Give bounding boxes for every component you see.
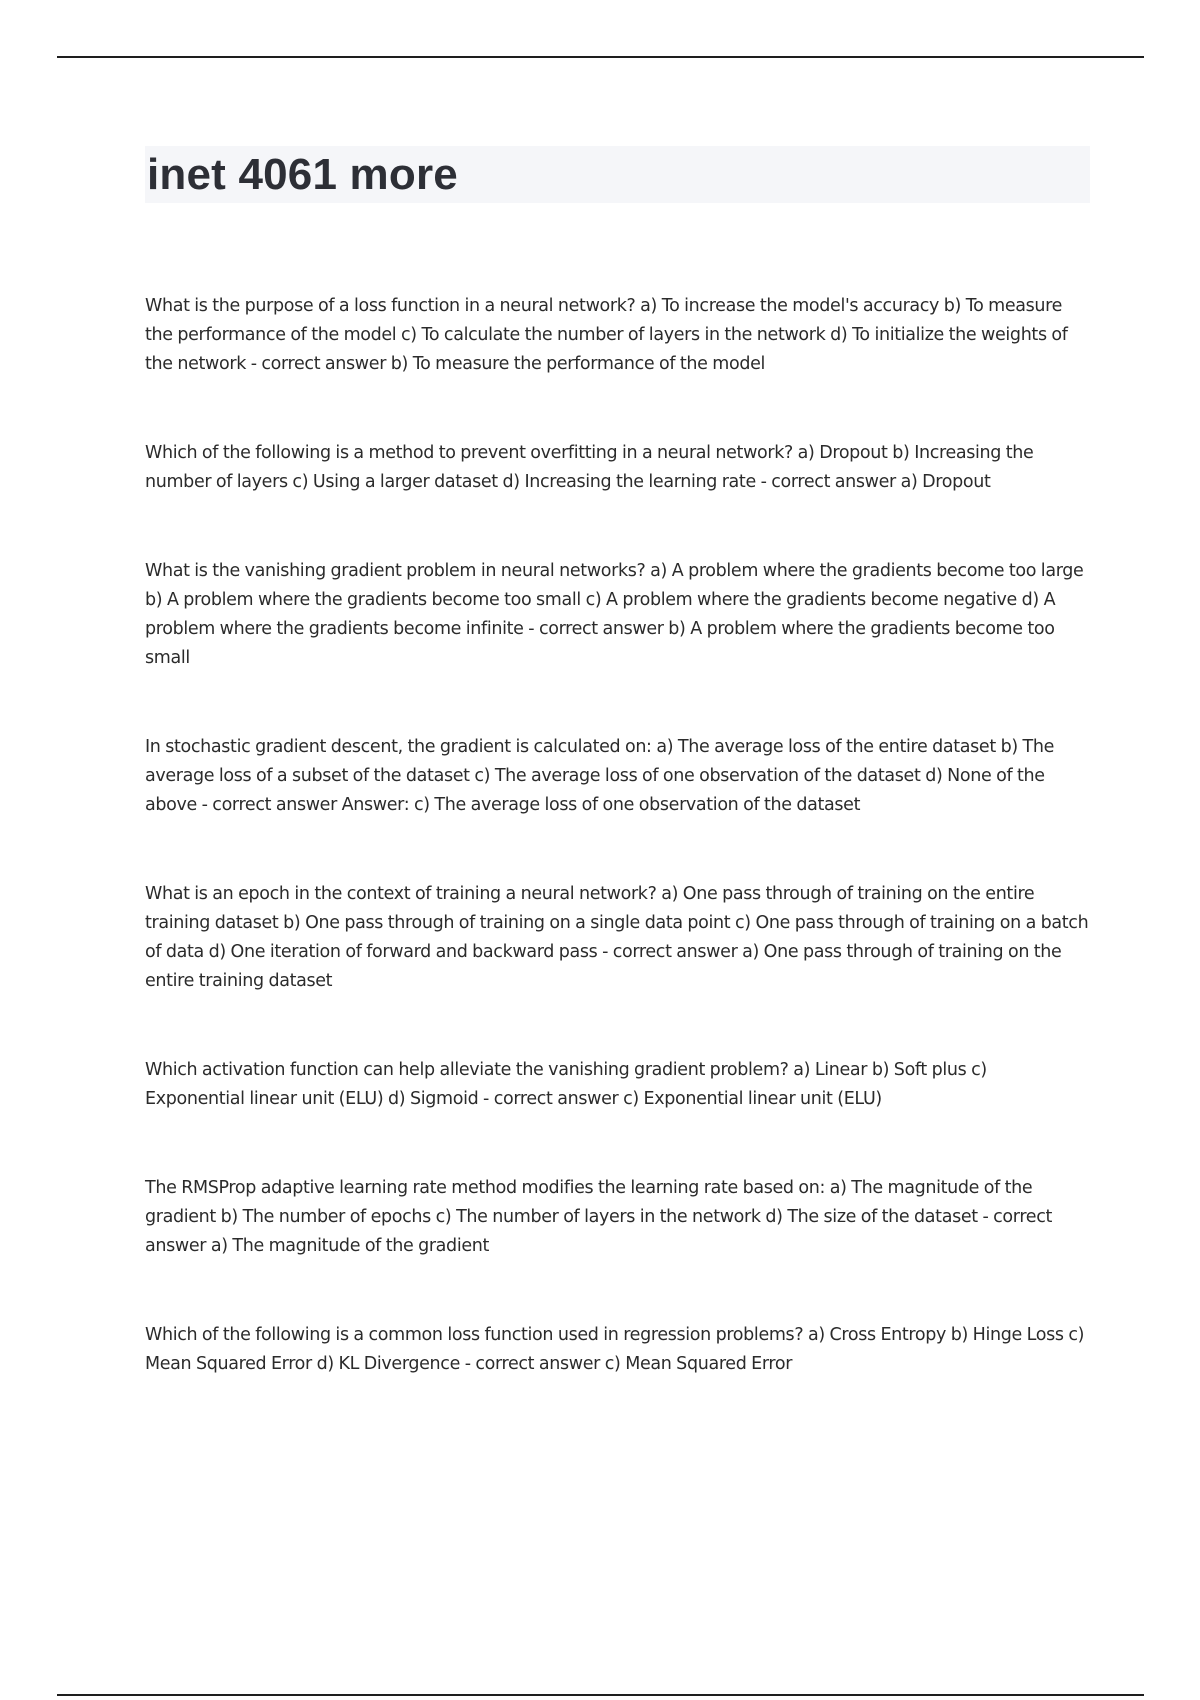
qa-item-4: In stochastic gradient descent, the gradient is calculated on: a) The average loss of the entire dataset b) The average loss of a subset of the dataset c) The average loss of one observation of the dataset d) None of the above - correct answer Answer: c) The average loss of one observation of the dataset — [145, 737, 1055, 815]
qa-item-6: Which activation function can help alleviate the vanishing gradient problem? a) Linear b) Soft plus c) Exponential linear unit (ELU) d) Sigmoid - correct answer c) Exponential linear unit (ELU) — [145, 1060, 987, 1109]
bottom-divider — [57, 1694, 1144, 1696]
title-band — [145, 146, 1090, 203]
qa-item-3: What is the vanishing gradient problem in neural networks? a) A problem where the gradients become too large b) A problem where the gradients become too small c) A problem where the gradients become negative d) A problem where the gradients become infinite - correct answer b) A problem where the gradients become too small — [145, 561, 1084, 668]
qa-list — [145, 292, 1090, 1439]
qa-item-2: Which of the following is a method to prevent overfitting in a neural network? a) Dropout b) Increasing the number of layers c) Using a larger dataset d) Increasing the learning rate - correct answer a) Dropout — [145, 443, 1034, 492]
qa-item-1: What is the purpose of a loss function in a neural network? a) To increase the model's accuracy b) To measure the performance of the model c) To calculate the number of layers in the network d) To initialize the weights of the network - correct answer b) To measure the performance of the model — [145, 296, 1068, 374]
qa-item-7: The RMSProp adaptive learning rate method modifies the learning rate based on: a) The magnitude of the gradient b) The number of epochs c) The number of layers in the network d) The size of the dataset - correct answer a) The magnitude of the gradient — [145, 1178, 1052, 1256]
qa-item-5: What is an epoch in the context of training a neural network? a) One pass through of training on the entire training dataset b) One pass through of training on a single data point c) One pass through of training on a batch of data d) One iteration of forward and backward pass - correct answer a) One pass through of training on the entire training dataset — [145, 884, 1089, 991]
top-divider — [57, 56, 1144, 58]
qa-item-8: Which of the following is a common loss function used in regression problems? a) Cross Entropy b) Hinge Loss c) Mean Squared Error d) KL Divergence - correct answer c) Mean Squared Error — [145, 1325, 1085, 1374]
page-title: inet 4061 more — [147, 150, 458, 199]
